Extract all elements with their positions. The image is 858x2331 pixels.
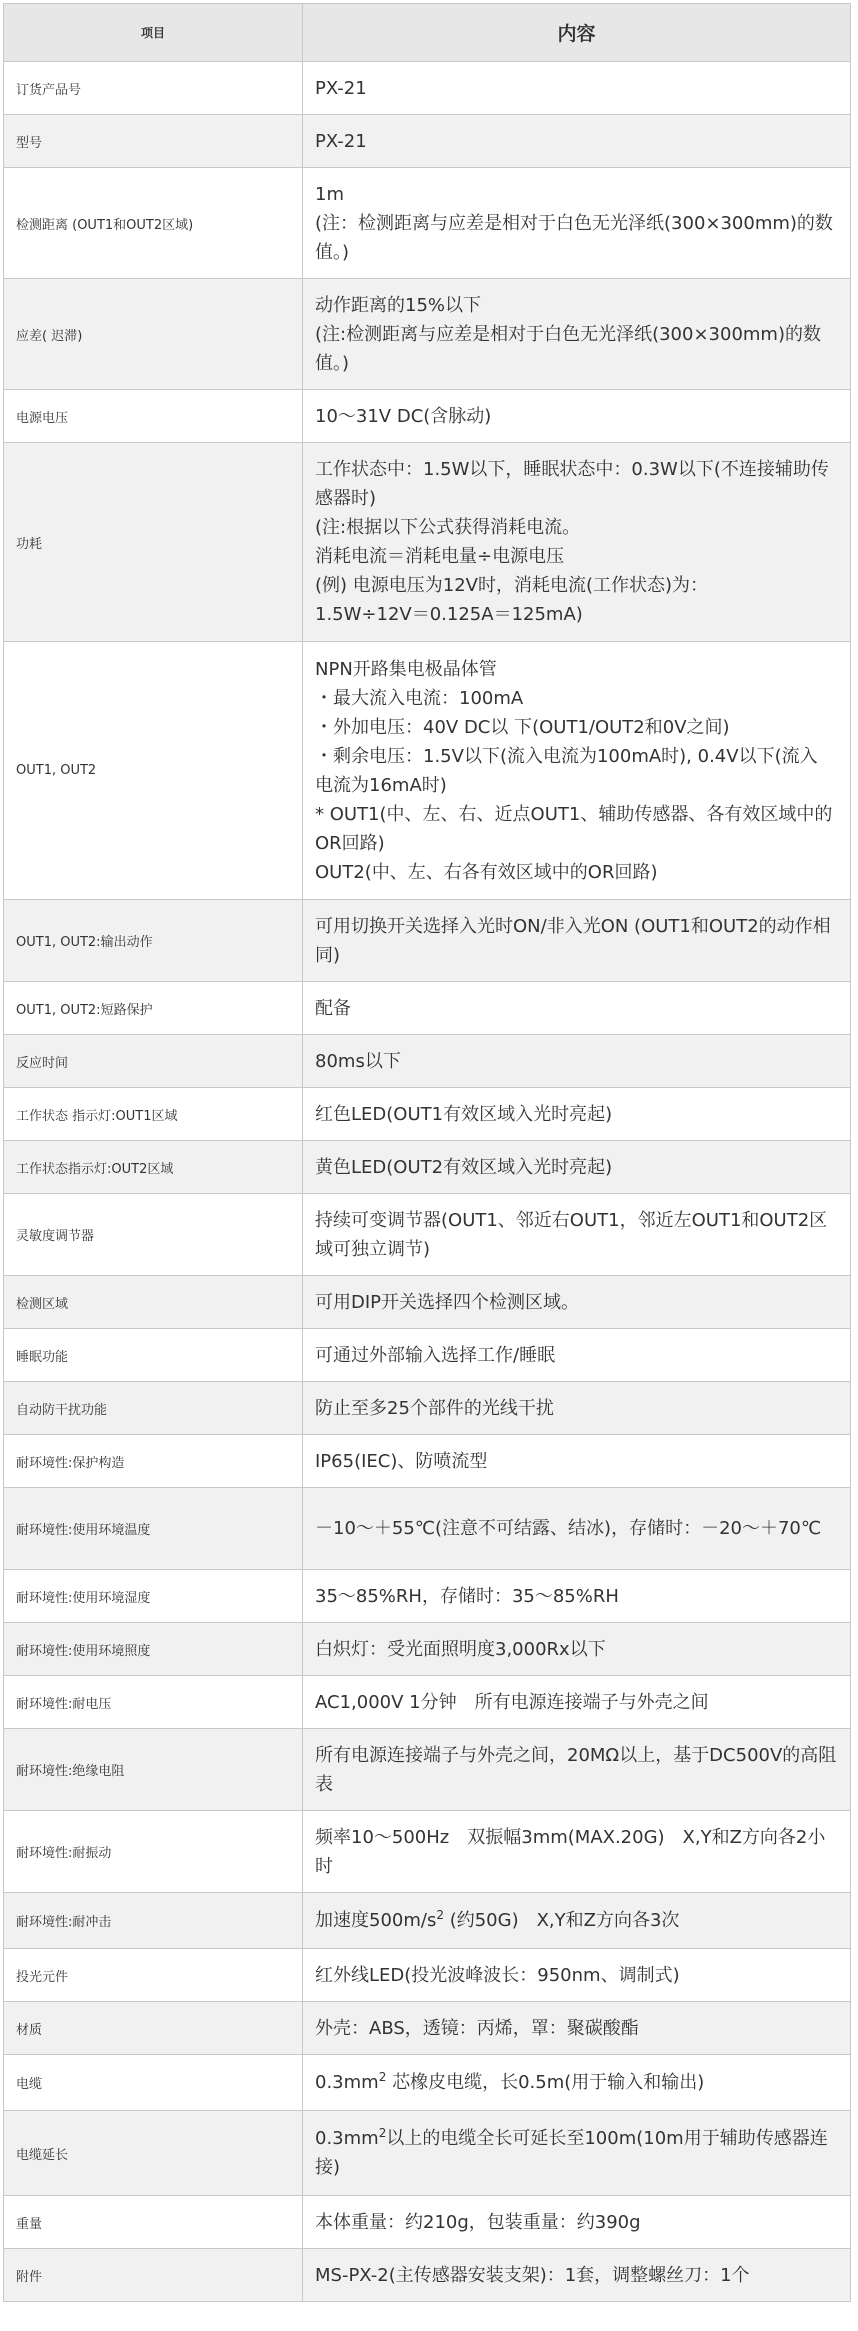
table-row bbox=[4, 1435, 851, 1488]
row-key: 电缆延长 bbox=[4, 2111, 303, 2196]
table-row bbox=[4, 1893, 851, 1949]
row-key: OUT1, OUT2:输出动作 bbox=[4, 900, 303, 982]
row-value: PX-21 bbox=[303, 115, 851, 168]
row-key: 功耗 bbox=[4, 443, 303, 642]
row-value: 可用切换开关选择入光时ON/非入光ON (OUT1和OUT2的动作相同) bbox=[303, 900, 851, 982]
row-key: 睡眠功能 bbox=[4, 1329, 303, 1382]
row-value: 10～31V DC(含脉动) bbox=[303, 390, 851, 443]
row-value: 黄色LED(OUT2有效区域入光时亮起) bbox=[303, 1141, 851, 1194]
table-row bbox=[4, 2002, 851, 2055]
table-row bbox=[4, 1382, 851, 1435]
row-key: 应差( 迟滞) bbox=[4, 279, 303, 390]
row-key: 检测距离 (OUT1和OUT2区域) bbox=[4, 168, 303, 279]
value-text: 以上的电缆全长可延长至100m(10m用于辅助传感器连接) bbox=[315, 2128, 828, 2178]
table-header-row bbox=[4, 4, 851, 62]
row-value: AC1,000V 1分钟 所有电源连接端子与外壳之间 bbox=[303, 1676, 851, 1729]
table-row bbox=[4, 2055, 851, 2111]
table-row bbox=[4, 1088, 851, 1141]
row-key: 附件 bbox=[4, 2249, 303, 2302]
table-row bbox=[4, 443, 851, 642]
row-value: 可通过外部输入选择工作/睡眠 bbox=[303, 1329, 851, 1382]
row-value: 白炽灯：受光面照明度3,000Rx以下 bbox=[303, 1623, 851, 1676]
table-row bbox=[4, 1811, 851, 1893]
row-key: 工作状态 指示灯:OUT1区域 bbox=[4, 1088, 303, 1141]
row-key: 耐环境性:使用环境温度 bbox=[4, 1488, 303, 1570]
row-key: 耐环境性:保护构造 bbox=[4, 1435, 303, 1488]
row-value: PX-21 bbox=[303, 62, 851, 115]
row-key: 耐环境性:绝缘电阻 bbox=[4, 1729, 303, 1811]
row-key: 耐环境性:使用环境照度 bbox=[4, 1623, 303, 1676]
row-key: 自动防干扰功能 bbox=[4, 1382, 303, 1435]
value-text: 加速度500m/s bbox=[315, 1910, 437, 1931]
row-key: 耐环境性:耐电压 bbox=[4, 1676, 303, 1729]
spec-table bbox=[3, 3, 851, 2302]
row-key: OUT1, OUT2:短路保护 bbox=[4, 982, 303, 1035]
row-key: 耐环境性:耐振动 bbox=[4, 1811, 303, 1893]
row-value: 35～85%RH，存储时：35～85%RH bbox=[303, 1570, 851, 1623]
row-key: 耐环境性:耐冲击 bbox=[4, 1893, 303, 1949]
table-row bbox=[4, 1276, 851, 1329]
table-row bbox=[4, 279, 851, 390]
row-key: 灵敏度调节器 bbox=[4, 1194, 303, 1276]
row-key: 投光元件 bbox=[4, 1949, 303, 2002]
table-row bbox=[4, 642, 851, 900]
value-text: (约50G) X,Y和Z方向各3次 bbox=[443, 1910, 680, 1931]
row-value: 1m (注：检测距离与应差是相对于白色无光泽纸(300×300mm)的数值。) bbox=[303, 168, 851, 279]
table-row bbox=[4, 2249, 851, 2302]
superscript: 2 bbox=[378, 2070, 387, 2084]
table-row bbox=[4, 1949, 851, 2002]
table-row bbox=[4, 1729, 851, 1811]
table-row bbox=[4, 2196, 851, 2249]
row-value: 配备 bbox=[303, 982, 851, 1035]
row-value: 外壳：ABS，透镜：丙烯，罩：聚碳酸酯 bbox=[303, 2002, 851, 2055]
table-row bbox=[4, 168, 851, 279]
row-value: MS-PX-2(主传感器安装支架)：1套，调整螺丝刀：1个 bbox=[303, 2249, 851, 2302]
row-value: 本体重量：约210g，包装重量：约390g bbox=[303, 2196, 851, 2249]
header-item: 项目 bbox=[4, 4, 303, 62]
table-row bbox=[4, 1570, 851, 1623]
row-value: 工作状态中：1.5W以下，睡眠状态中：0.3W以下(不连接辅助传感器时) (注:根据以下公式获得消耗电流。 消耗电流＝消耗电量÷电源电压 (例) 电源电压为12V时，消耗电流(工作状态)为： 1.5W÷12V＝0.125A＝125mA) bbox=[303, 443, 851, 642]
table-row bbox=[4, 1194, 851, 1276]
value-text: 0.3mm bbox=[315, 2128, 379, 2149]
row-value: 持续可变调节器(OUT1、邻近右OUT1，邻近左OUT1和OUT2区域可独立调节) bbox=[303, 1194, 851, 1276]
value-text: 芯橡皮电缆，长0.5m(用于输入和输出) bbox=[386, 2072, 705, 2093]
superscript: 2 bbox=[378, 2126, 387, 2140]
row-value: 频率10～500Hz 双振幅3mm(MAX.20G) X,Y和Z方向各2小时 bbox=[303, 1811, 851, 1893]
row-value: －10～＋55℃(注意不可结露、结冰)，存储时：－20～＋70℃ bbox=[303, 1488, 851, 1570]
table-row bbox=[4, 982, 851, 1035]
row-value bbox=[303, 2111, 851, 2196]
row-value: 所有电源连接端子与外壳之间，20MΩ以上，基于DC500V的高阻表 bbox=[303, 1729, 851, 1811]
row-value: IP65(IEC)、防喷流型 bbox=[303, 1435, 851, 1488]
row-value: 红色LED(OUT1有效区域入光时亮起) bbox=[303, 1088, 851, 1141]
value-text: 0.3mm bbox=[315, 2072, 379, 2093]
row-value bbox=[303, 1893, 851, 1949]
row-key: 材质 bbox=[4, 2002, 303, 2055]
table-row bbox=[4, 1488, 851, 1570]
row-value: 红外线LED(投光波峰波长：950nm、调制式) bbox=[303, 1949, 851, 2002]
table-row bbox=[4, 1623, 851, 1676]
table-row bbox=[4, 1329, 851, 1382]
row-key: 重量 bbox=[4, 2196, 303, 2249]
row-key: 反应时间 bbox=[4, 1035, 303, 1088]
row-value: NPN开路集电极晶体管 ・最大流入电流：100mA ・外加电压：40V DC以 下(OUT1/OUT2和0V之间) ・剩余电压：1.5V以下(流入电流为100mA时), 0.4V以下(流入 电流为16mA时) * OUT1(中、左、右、近点OUT1、辅助传感器、各有效区域中的OR回路) OUT2(中、左、右各有效区域中的OR回路) bbox=[303, 642, 851, 900]
table-row bbox=[4, 2111, 851, 2196]
row-key: OUT1, OUT2 bbox=[4, 642, 303, 900]
row-key: 耐环境性:使用环境湿度 bbox=[4, 1570, 303, 1623]
row-value bbox=[303, 2055, 851, 2111]
table-row bbox=[4, 115, 851, 168]
table-row bbox=[4, 1676, 851, 1729]
row-value: 可用DIP开关选择四个检测区域。 bbox=[303, 1276, 851, 1329]
row-key: 电源电压 bbox=[4, 390, 303, 443]
header-content: 内容 bbox=[303, 4, 851, 62]
row-value: 防止至多25个部件的光线干扰 bbox=[303, 1382, 851, 1435]
table-row bbox=[4, 390, 851, 443]
table-row bbox=[4, 1035, 851, 1088]
row-key: 电缆 bbox=[4, 2055, 303, 2111]
row-key: 订货产品号 bbox=[4, 62, 303, 115]
row-key: 型号 bbox=[4, 115, 303, 168]
table-row bbox=[4, 1141, 851, 1194]
row-key: 检测区域 bbox=[4, 1276, 303, 1329]
row-value: 80ms以下 bbox=[303, 1035, 851, 1088]
superscript: 2 bbox=[436, 1908, 444, 1922]
table-row bbox=[4, 62, 851, 115]
row-key: 工作状态指示灯:OUT2区域 bbox=[4, 1141, 303, 1194]
table-row bbox=[4, 900, 851, 982]
row-value: 动作距离的15%以下 (注:检测距离与应差是相对于白色无光泽纸(300×300mm)的数值。) bbox=[303, 279, 851, 390]
